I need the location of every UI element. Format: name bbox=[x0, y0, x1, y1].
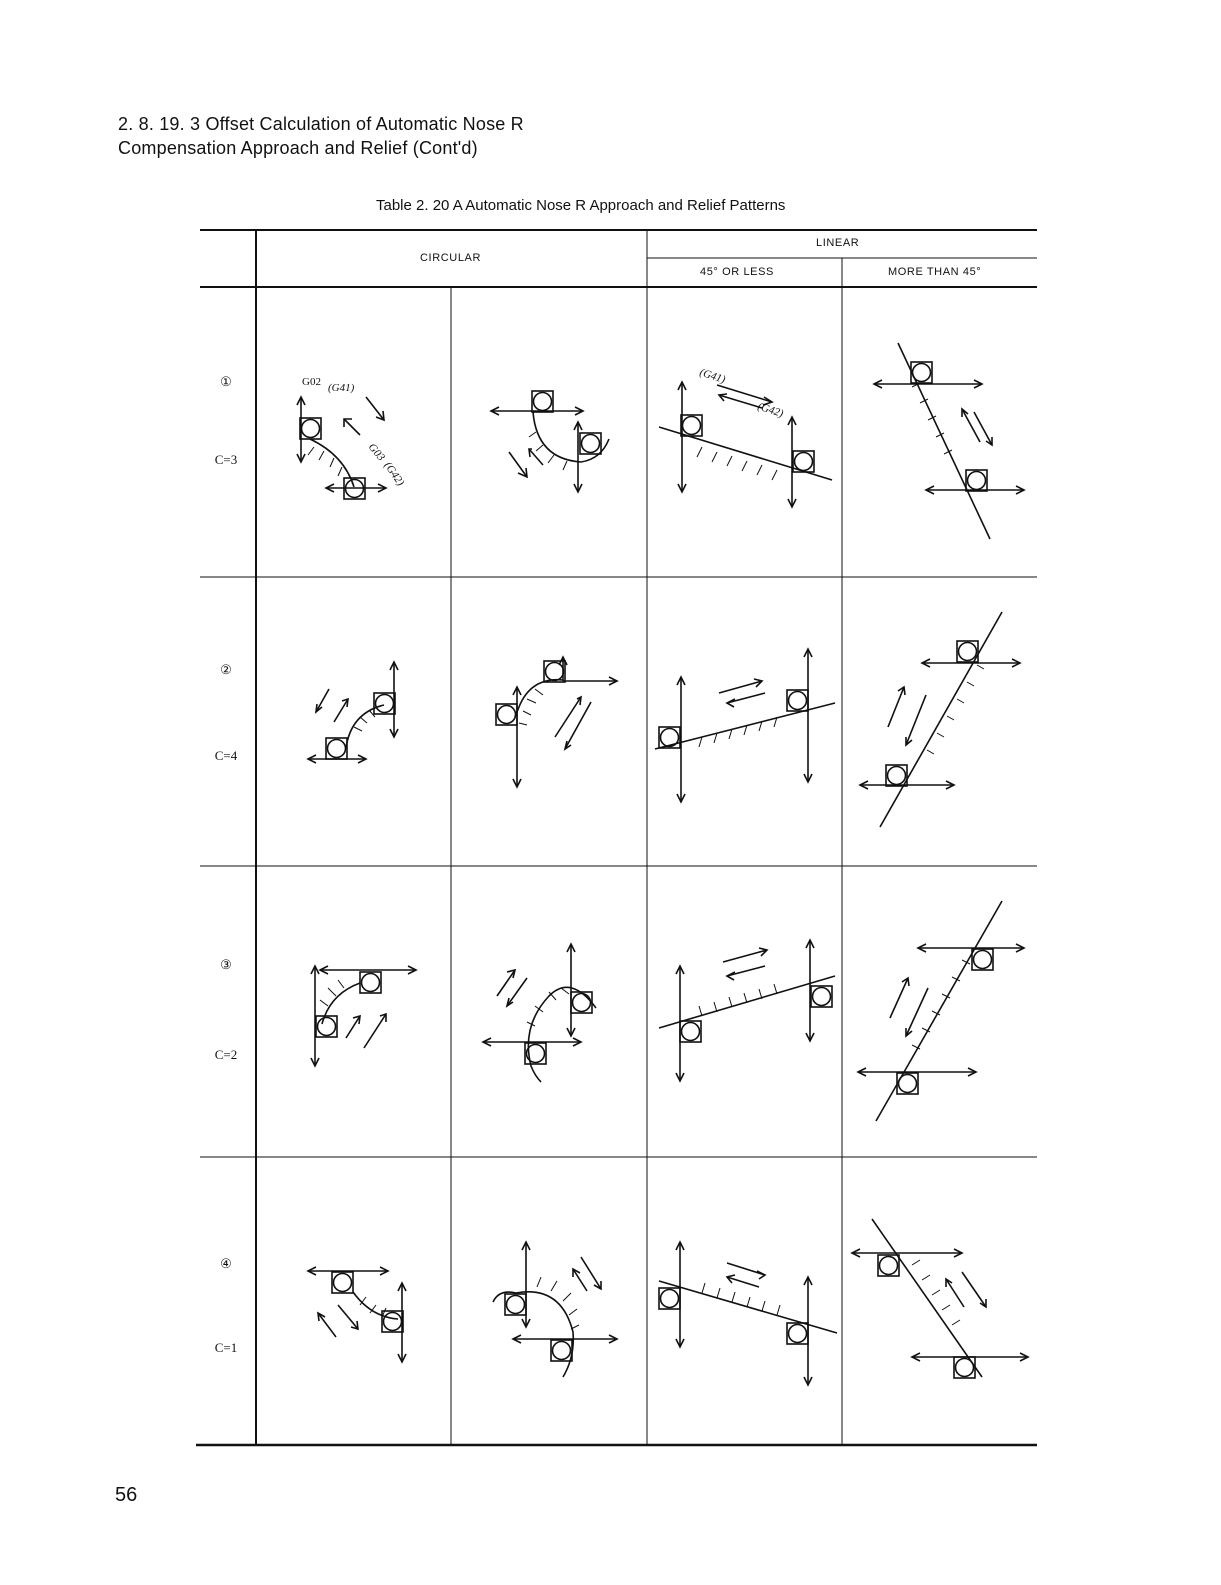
label-g02: G02 bbox=[302, 376, 321, 388]
label-g41-b: (G41) bbox=[698, 366, 727, 386]
row-marker-2: ② bbox=[220, 662, 232, 677]
page-number: 56 bbox=[115, 1484, 138, 1506]
diagram-r3-circular-b bbox=[451, 866, 647, 1157]
diagram-r2-linear-more-45 bbox=[842, 577, 1037, 866]
section-heading-line1: 2. 8. 19. 3 Offset Calculation of Automatic Nose R bbox=[118, 114, 524, 134]
diagram-r1-circular-a bbox=[256, 287, 451, 577]
row-c-label-2: C=4 bbox=[214, 748, 238, 763]
diagram-r4-circular-b bbox=[451, 1157, 647, 1445]
diagram-r1-linear-45-less bbox=[647, 287, 842, 577]
diagram-r4-linear-more-45 bbox=[842, 1157, 1037, 1445]
row-c-label-3: C=2 bbox=[214, 1047, 238, 1062]
row-marker-3: ③ bbox=[220, 957, 232, 972]
section-heading-line2: Compensation Approach and Relief (Cont'd) bbox=[118, 138, 478, 158]
diagram-r3-circular-a bbox=[256, 866, 451, 1157]
label-g03: G03 bbox=[365, 441, 388, 464]
header-linear-45-or-less: 45° OR LESS bbox=[700, 266, 774, 278]
label-g42-a: (G42) bbox=[381, 459, 407, 489]
row-marker-1: ① bbox=[220, 374, 232, 389]
diagram-r1-linear-more-45 bbox=[842, 287, 1037, 577]
diagram-r3-linear-45-less bbox=[647, 866, 842, 1157]
diagram-r4-circular-a bbox=[256, 1157, 451, 1445]
header-linear-more-than-45: MORE THAN 45° bbox=[888, 266, 982, 278]
diagram-r4-linear-45-less bbox=[647, 1157, 842, 1445]
diagram-r1-circular-b bbox=[451, 287, 647, 577]
diagram-r2-circular-a bbox=[256, 577, 451, 866]
row-c-label-1: C=3 bbox=[214, 452, 238, 467]
row-c-label-4: C=1 bbox=[214, 1340, 238, 1355]
table-caption: Table 2. 20 A Automatic Nose R Approach and Relief Patterns bbox=[376, 197, 786, 214]
diagram-r3-linear-more-45 bbox=[842, 866, 1037, 1157]
diagram-r2-circular-b bbox=[451, 577, 647, 866]
label-g41-a: (G41) bbox=[328, 382, 355, 394]
label-g42-b: (G42) bbox=[756, 400, 785, 420]
header-circular: CIRCULAR bbox=[420, 252, 482, 264]
diagram-r2-linear-45-less bbox=[647, 577, 842, 866]
header-linear: LINEAR bbox=[816, 237, 860, 249]
row-marker-4: ④ bbox=[220, 1256, 232, 1271]
